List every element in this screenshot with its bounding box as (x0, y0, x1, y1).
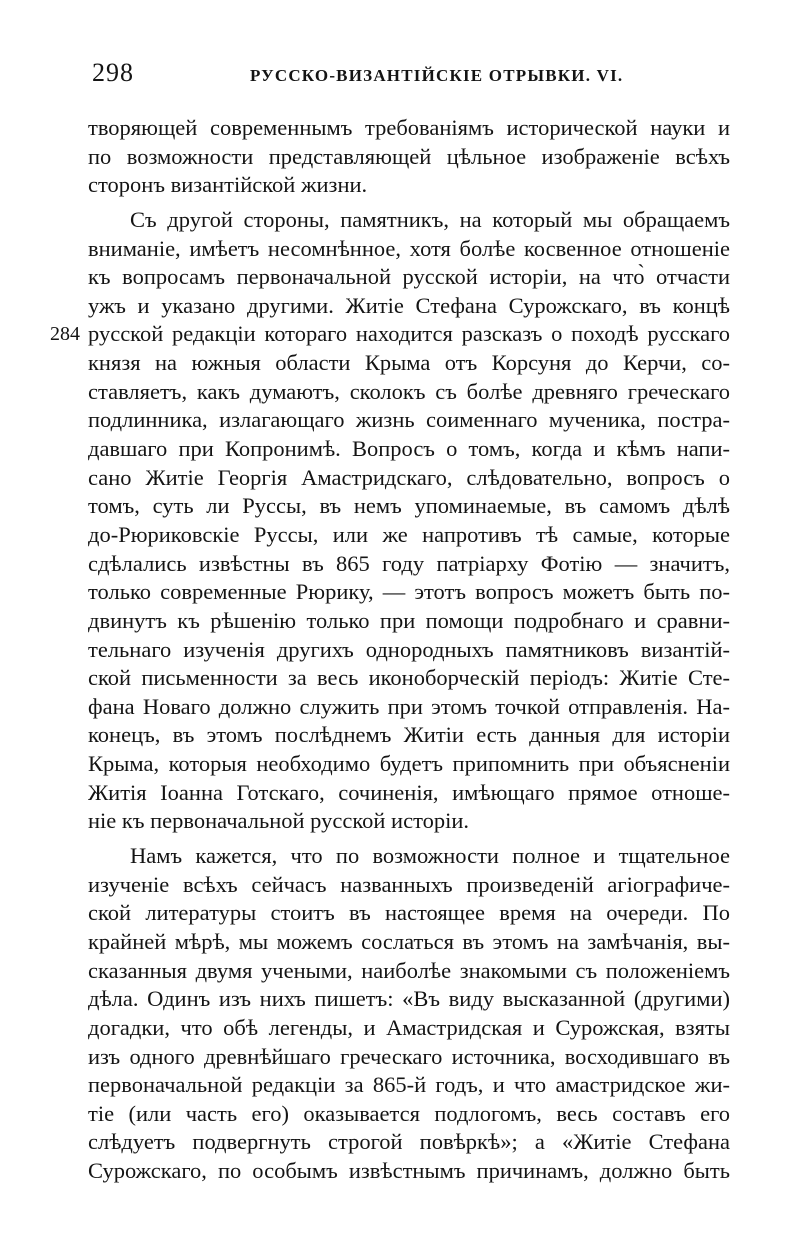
text-line: изученіе всѣхъ сейчасъ названныхъ произведеній агіографиче- (88, 871, 730, 897)
text-line: давшаго при Копронимѣ. Вопросъ о томъ, когда и кѣмъ напи- (88, 436, 730, 462)
running-title: РУССКО-ВИЗАНТІЙСКІЕ ОТРЫВКИ. VI. (250, 66, 624, 85)
text-line: ставляетъ, какъ думаютъ, сколокъ съ болѣе древняго греческаго (88, 378, 730, 404)
text-line: крайней мѣрѣ, мы можемъ сослаться въ этомъ на замѣчанія, вы- (88, 928, 730, 954)
body-text (50, 114, 730, 1186)
text-line: Намъ кажется, что по возможности полное и тщательное (130, 843, 730, 869)
line-with-margin-note (50, 320, 730, 349)
page-header (92, 58, 728, 94)
text-line: по возможности представляющей цѣльное изображеніе всѣхъ (88, 143, 730, 169)
paragraph-3 (88, 842, 730, 1186)
text-line: вниманіе, имѣетъ несомнѣнное, хотя болѣе косвенное отношеніе (88, 235, 730, 261)
text-line: русской редакціи котораго находится разсказъ о походѣ русскаго (88, 321, 730, 347)
text-line: догадки, что обѣ легенды, и Амастридская и Сурожская, взяты (88, 1014, 730, 1040)
text-line: ской литературы стоитъ въ настоящее время на очереди. По (88, 900, 730, 926)
text-line: дѣла. Одинъ изъ нихъ пишетъ: «Въ виду высказанной (другими) (88, 986, 730, 1012)
text-line: Житія Іоанна Готскаго, сочиненія, имѣющаго прямое отноше- (88, 779, 730, 805)
text-line: князя на южныя области Крыма отъ Корсуня до Керчи, со- (88, 350, 730, 376)
text-line: Сурожскаго, по особымъ извѣстнымъ причинамъ, должно быть (88, 1158, 730, 1184)
paragraph-2 (50, 206, 730, 836)
text-line: Съ другой стороны, памятникъ, на который мы обращаемъ (130, 206, 730, 232)
text-line: конецъ, въ этомъ послѣднемъ Житіи есть данныя для исторіи (88, 722, 730, 748)
text-line: сказанныя двумя учеными, наиболѣе знакомыми съ положеніемъ (88, 957, 730, 983)
text-line: до-Рюриковскіе Руссы, или же напротивъ тѣ самые, которые (88, 521, 730, 547)
text-line: ніе къ первоначальной русской исторіи. (88, 808, 470, 834)
text-line: ской письменности за весь иконоборческій періодъ: Житіе Сте- (88, 665, 730, 691)
text-line: творяющей современнымъ требованіямъ исторической науки и (88, 115, 730, 140)
paragraph-1 (88, 114, 730, 200)
text-line: только современные Рюрику, — этотъ вопросъ можетъ быть по- (88, 579, 730, 605)
text-line: фана Новаго должно служить при этомъ точкой отправленія. На- (88, 693, 730, 719)
text-line: томъ, суть ли Руссы, въ немъ упоминаемые, въ самомъ дѣлѣ (88, 493, 730, 519)
page-number: 298 (92, 58, 134, 87)
text-line: подлинника, излагающаго жизнь соименнаго мученика, постра- (88, 407, 730, 433)
text-line: двинутъ къ рѣшенію только при помощи подробнаго и сравни- (88, 607, 730, 633)
text-line: тельнаго изученія другихъ однородныхъ памятниковъ византій- (88, 636, 730, 662)
text-line: слѣдуетъ подвергнуть строгой повѣркѣ»; а «Житіе Стефана (88, 1129, 730, 1155)
text-line: сторонъ византійской жизни. (88, 172, 368, 198)
text-line: сано Житіе Георгія Амастридскаго, слѣдовательно, вопросъ о (88, 464, 730, 490)
margin-page-reference: 284 (50, 323, 80, 346)
text-line: Крыма, которыя необходимо будетъ припомнить при объясненіи (88, 751, 730, 777)
text-line: къ вопросамъ первоначальной русской исторіи, на что̀ отчасти (88, 264, 730, 290)
text-line: ужъ и указано другими. Житіе Стефана Сурожскаго, въ концѣ (88, 292, 730, 318)
text-line: сдѣлались извѣстны въ 865 году патріарху Фотію — значитъ, (88, 550, 730, 576)
text-line: изъ одного древнѣйшаго греческаго источника, восходившаго въ (88, 1043, 730, 1069)
text-line: первоначальной редакціи за 865-й годъ, и что амастридское жи- (88, 1072, 730, 1098)
text-line: тіе (или часть его) оказывается подлогомъ, весь составъ его (88, 1100, 730, 1126)
